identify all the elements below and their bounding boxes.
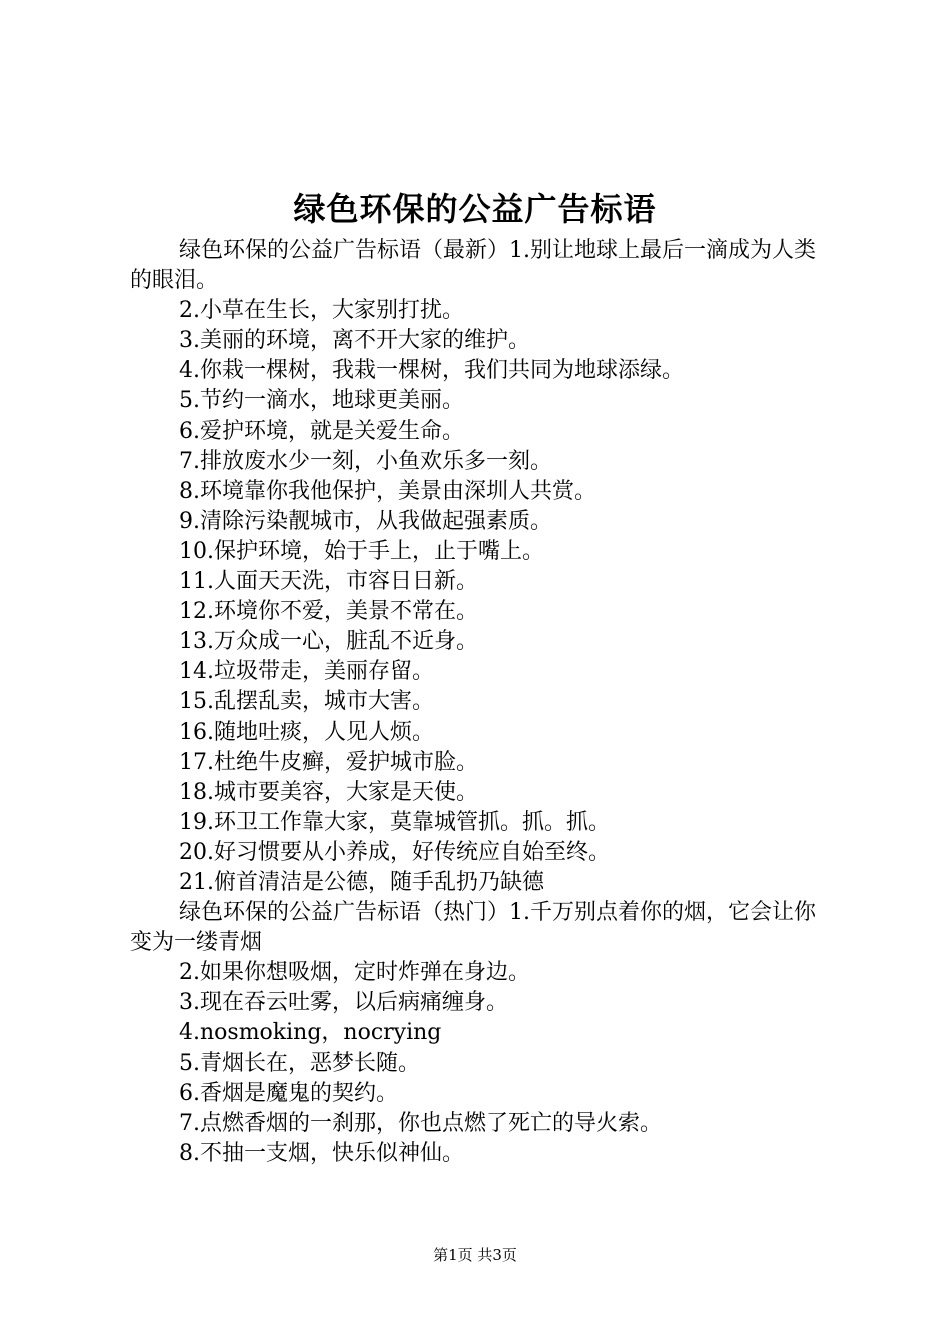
paragraph: 10.保护环境，始于手上，止于嘴上。 <box>179 538 544 564</box>
paragraph: 3.美丽的环境，离不开大家的维护。 <box>179 328 530 354</box>
paragraph: 12.环境你不爱，美景不常在。 <box>179 599 478 625</box>
paragraph: 4.nosmoking，nocrying <box>179 1020 442 1046</box>
paragraph: 5.青烟长在，恶梦长随。 <box>179 1050 420 1076</box>
paragraph: 8.不抽一支烟，快乐似神仙。 <box>179 1140 464 1166</box>
paragraph: 2.如果你想吸烟，定时炸弹在身边。 <box>179 960 530 986</box>
paragraph: 5.节约一滴水，地球更美丽。 <box>179 388 464 414</box>
paragraph: 绿色环保的公益广告标语（最新）1.别让地球上最后一滴成为人类的眼泪。 <box>130 238 816 294</box>
paragraph: 16.随地吐痰，人见人烦。 <box>179 719 434 745</box>
paragraph: 2.小草在生长，大家别打扰。 <box>179 298 464 324</box>
page-footer: 第1页 共3页 <box>433 1246 517 1264</box>
paragraph: 7.点燃香烟的一刹那，你也点燃了死亡的导火索。 <box>179 1110 662 1136</box>
paragraph: 9.清除污染靓城市，从我做起强素质。 <box>179 508 552 534</box>
paragraph: 6.爱护环境，就是关爱生命。 <box>179 418 464 444</box>
paragraph: 17.杜绝牛皮癣，爱护城市脸。 <box>179 749 478 775</box>
paragraph: 4.你栽一棵树，我栽一棵树，我们共同为地球添绿。 <box>179 358 684 384</box>
document-title: 绿色环保的公益广告标语 <box>293 190 657 228</box>
paragraph: 绿色环保的公益广告标语（热门）1.千万别点着你的烟，它会让你变为一缕青烟 <box>130 900 816 956</box>
paragraph: 19.环卫工作靠大家，莫靠城管抓。抓。抓。 <box>179 809 610 835</box>
paragraph: 6.香烟是魔鬼的契约。 <box>179 1080 398 1106</box>
paragraph: 15.乱摆乱卖，城市大害。 <box>179 689 434 715</box>
paragraph: 14.垃圾带走，美丽存留。 <box>179 659 434 685</box>
paragraph: 8.环境靠你我他保护，美景由深圳人共赏。 <box>179 478 596 504</box>
paragraph: 18.城市要美容，大家是天使。 <box>179 779 478 805</box>
document-body <box>130 236 835 1169</box>
paragraph: 7.排放废水少一刻，小鱼欢乐多一刻。 <box>179 448 552 474</box>
paragraph: 11.人面天天洗，市容日日新。 <box>179 569 478 595</box>
paragraph: 20.好习惯要从小养成，好传统应自始至终。 <box>179 839 610 865</box>
paragraph: 21.俯首清洁是公德，随手乱扔乃缺德 <box>179 869 544 895</box>
paragraph: 13.万众成一心，脏乱不近身。 <box>179 629 478 655</box>
paragraph: 3.现在吞云吐雾，以后病痛缠身。 <box>179 990 508 1016</box>
